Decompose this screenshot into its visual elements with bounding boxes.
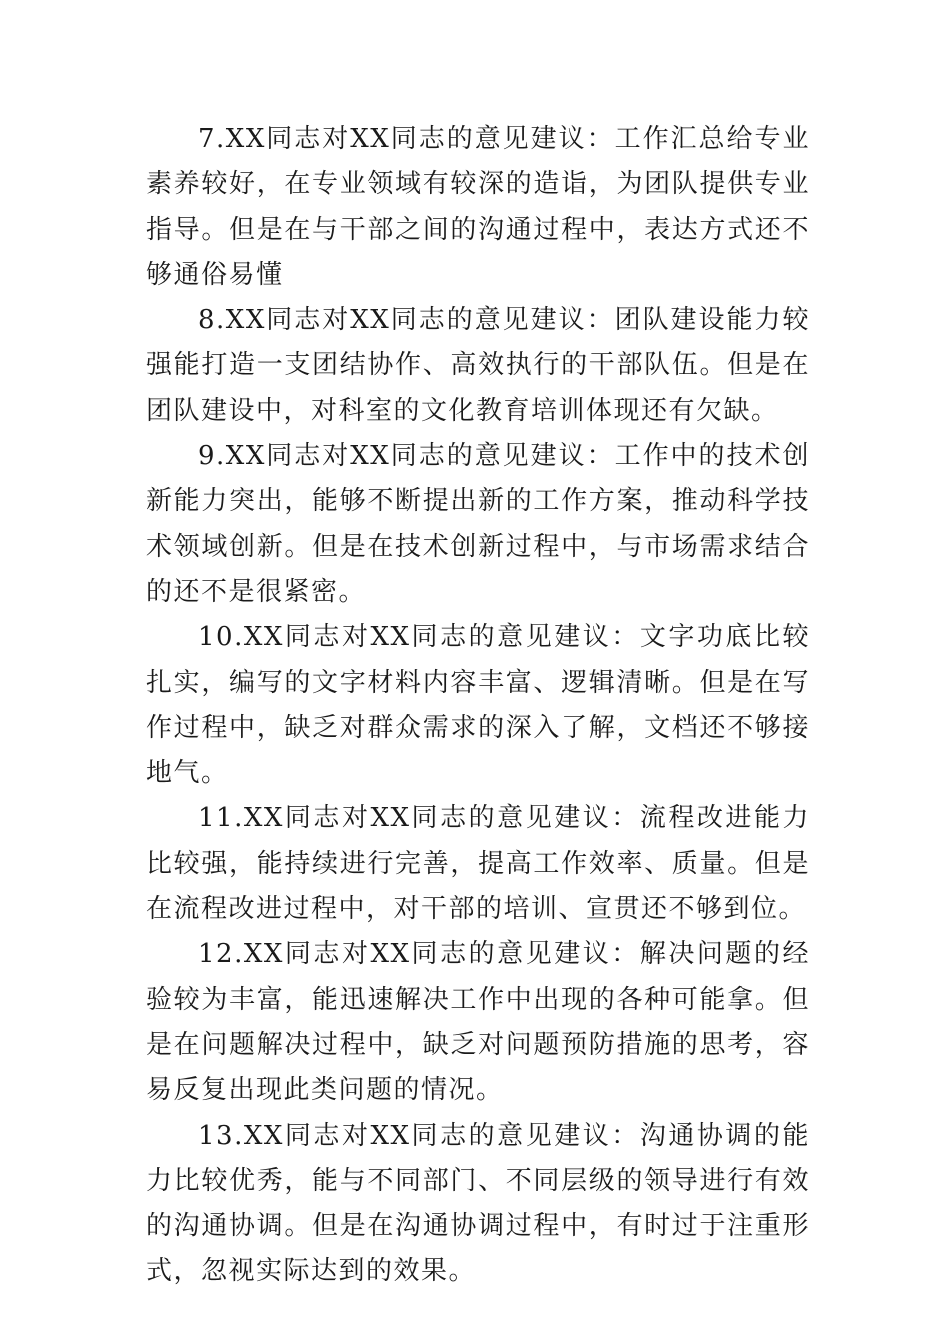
paragraph-10: 10.XX同志对XX同志的意见建议：文字功底比较扎实，编写的文字材料内容丰富、逻辑清晰。但是在写作过程中，缺乏对群众需求的深入了解，文档还不够接地气。 [146, 622, 810, 789]
paragraph-13: 13.XX同志对XX同志的意见建议：沟通协调的能力比较优秀，能与不同部门、不同层级的领导进行有效的沟通协调。但是在沟通协调过程中，有时过于注重形式，忽视实际达到的效果。 [146, 1120, 810, 1287]
document-body [146, 117, 810, 1295]
paragraph-9: 9.XX同志对XX同志的意见建议：工作中的技术创新能力突出，能够不断提出新的工作方案，推动科学技术领域创新。但是在技术创新过程中，与市场需求结合的还不是很紧密。 [146, 441, 810, 607]
paragraph-11: 11.XX同志对XX同志的意见建议：流程改进能力比较强，能持续进行完善，提高工作效率、质量。但是在流程改进过程中，对干部的培训、宣贯还不够到位。 [146, 803, 810, 925]
paragraph-7: 7.XX同志对XX同志的意见建议：工作汇总给专业素养较好，在专业领域有较深的造诣，为团队提供专业指导。但是在与干部之间的沟通过程中，表达方式还不够通俗易懂 [146, 124, 810, 290]
paragraph-8: 8.XX同志对XX同志的意见建议：团队建设能力较强能打造一支团结协作、高效执行的干部队伍。但是在团队建设中，对科室的文化教育培训体现还有欠缺。 [146, 305, 810, 426]
paragraph-12: 12.XX同志对XX同志的意见建议：解决问题的经验较为丰富，能迅速解决工作中出现的各种可能拿。但是在问题解决过程中，缺乏对问题预防措施的思考，容易反复出现此类问题的情况。 [146, 939, 810, 1106]
